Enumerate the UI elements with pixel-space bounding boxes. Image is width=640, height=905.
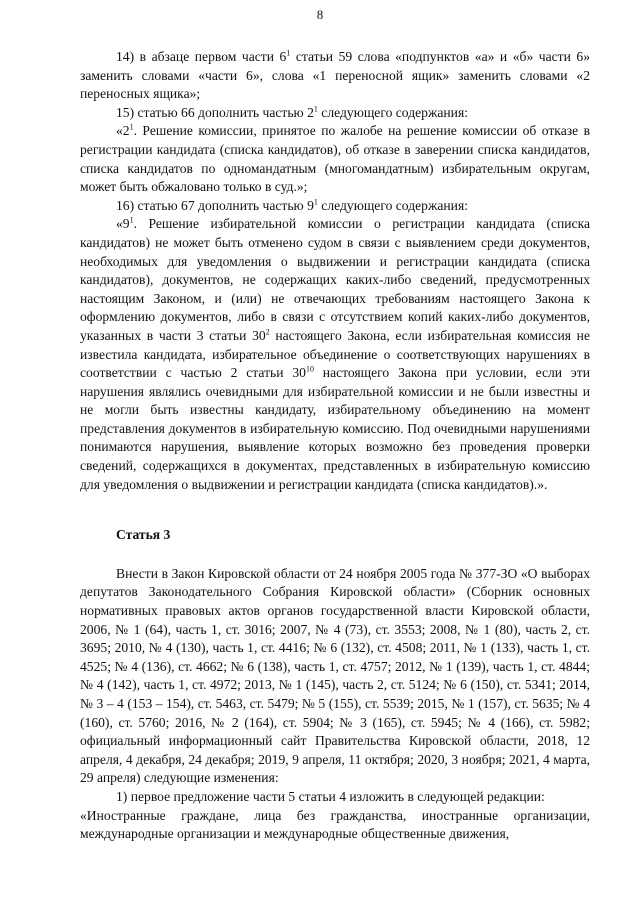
amendment-paragraph [80, 215, 590, 494]
paragraph-text: . Решение избирательной комиссии о регистрации кандидата (списка кандидатов) не может быть отменено судом в связи с выявлением среди документов, необходимых для уведомления о выдвижении и регистрации кандидата (списка кандидатов), документов, не содержащих каких-либо сведений, предусмотренных настоящим Законом, и (или) не отвечающих требованиям настоящего Закона к оформлению документов, либо в связи с отсутствием копий каких-либо документов, указанных в части 3 статьи 30 [80, 216, 590, 343]
amendment-paragraph [80, 104, 590, 123]
paragraph-text: «2 [116, 123, 130, 139]
paragraph-text: следующего содержания: [317, 104, 468, 120]
amendment-list [80, 48, 590, 494]
amendment-paragraph [80, 48, 590, 104]
superscript-index: 10 [305, 364, 314, 374]
paragraph-text: . Решение комиссии, принятое по жалобе на решение комиссии об отказе в регистрации кандидата (списка кандидатов), об отказе в заверении списка кандидатов, списка кандидатов по одномандатным (многомандатным) избирательным округам, может быть обжаловано только в суд.»; [80, 123, 590, 195]
paragraph-text: 15) статью 66 дополнить частью 2 [116, 104, 314, 120]
superscript-index: 1 [313, 197, 318, 207]
superscript-index: 1 [129, 215, 134, 225]
amendment-paragraph [80, 122, 590, 196]
paragraph-text: статьи 59 слова «подпунктов «а» и «б» части 6» заменить словами «части 6», слова «1 переносной ящик» заменить словами «2 переносных ящика»; [80, 49, 590, 102]
article-paragraph: 1) первое предложение части 5 статьи 4 изложить в следующей редакции: [116, 788, 545, 804]
paragraph-text: настоящего Закона при условии, если эти нарушения являлись очевидными для избирательной комиссии и не были известны и не могли быть известны кандидату, избирательному объединению на момент представления документов в избирательную комиссию. Под очевидными нарушениями понимаются нарушения, выявление которых возможно без проведения проверки сведений, содержащихся в документах, представленных в избирательную комиссию для уведомления о выдвижении и регистрации кандидата (списка кандидатов).». [80, 365, 590, 492]
paragraph-text: следующего содержания: [317, 197, 468, 213]
paragraph-text: 14) в абзаце первом части 6 [116, 49, 287, 64]
paragraph-text: настоящего Закона, если избирательная комиссия не известила кандидата, избирательное объединение о соответствующих нарушениях в соответствии с частью 2 статьи 30 [80, 327, 590, 381]
superscript-index: 1 [129, 122, 134, 132]
amendment-paragraph [80, 197, 590, 216]
superscript-index: 2 [265, 327, 270, 337]
article-body [80, 565, 590, 844]
article-paragraph: Внести в Закон Кировской области от 24 ноября 2005 года № 377-ЗО «О выборах депутатов Законодательного Собрания Кировской области» (Сборник основных нормативных правовых актов органов государственной власти Кировской области, 2006, № 1 (64), часть 1, ст. 3016; 2007, № 4 (73), ст. 3553; 2008, № 1 (80), часть 2, ст. 3695; 2010, № 4 (130), часть 1, ст. 4416; № 6 (132), ст. 4508; 2011, № 1 (133), часть 1, ст. 4525; № 4 (136), ст. 4662; № 6 (138), часть 1, ст. 4757; 2012, № 1 (139), часть 1, ст. 4844; № 4 (142), часть 1, ст. 4972; 2013, № 1 (145), часть 2, ст. 5124; № 6 (150), ст. 5341; 2014, № 3 – 4 (153 – 154), ст. 5463, ст. 5479; № 5 (155), ст. 5539; 2015, № 1 (157), ст. 5635; № 4 (160), ст. 5760; 2016, № 2 (164), ст. 5904; № 3 (165), ст. 5945; № 4 (166), ст. 5982; официальный информационный сайт Правительства Кировской области, 2018, 12 апреля, 4 декабря, 24 декабря; 2019, 9 апреля, 11 октября; 2020, 3 ноября; 2021, 4 марта, 29 апреля) следующие изменения: [80, 565, 590, 786]
article-heading: Статья 3 [116, 527, 171, 543]
paragraph-text: 16) статью 67 дополнить частью 9 [116, 197, 314, 213]
paragraph-text: «9 [116, 216, 130, 232]
document-body [80, 48, 590, 844]
section-gap [80, 494, 590, 506]
superscript-index: 1 [286, 48, 291, 58]
article-paragraph: «Иностранные граждане, лица без гражданства, иностранные организации, международные организации и международные общественные движения, [80, 807, 590, 842]
page-number: 8 [316, 7, 324, 22]
superscript-index: 1 [313, 104, 318, 114]
